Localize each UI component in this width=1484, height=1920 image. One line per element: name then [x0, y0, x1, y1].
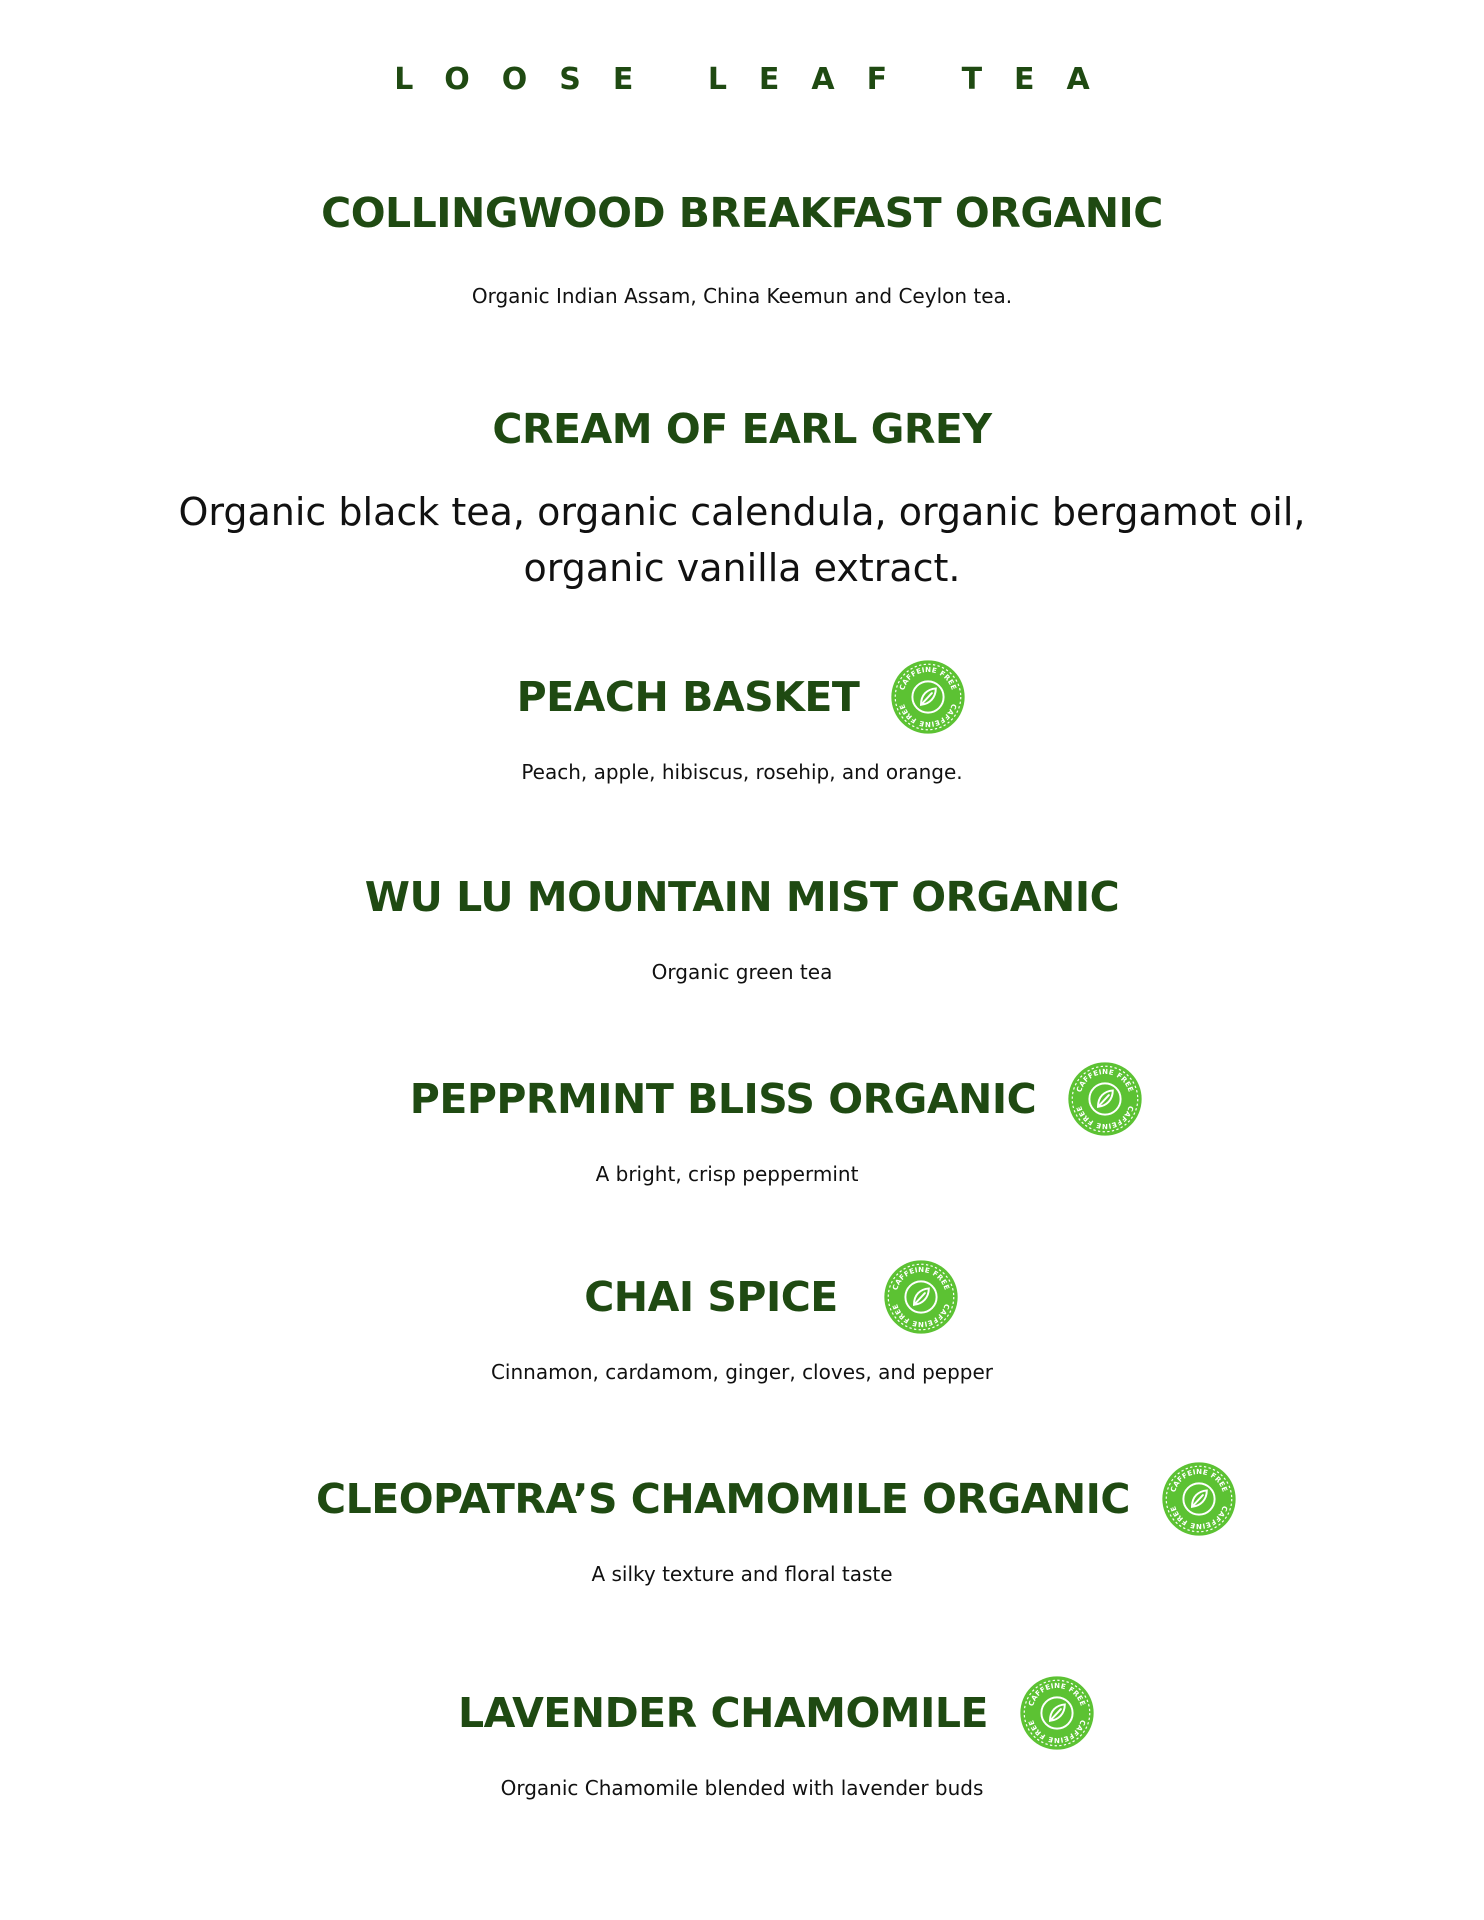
tea-item-cream-of-earl-grey [0, 388, 1484, 596]
tea-name: CLEOPATRA’S CHAMOMILE ORGANIC [315, 1475, 1130, 1523]
page-title: LOOSE LEAF TEA [394, 62, 1122, 97]
tea-description: Organic Indian Assam, China Keemun and Ceylon tea. [471, 284, 1013, 308]
tea-item-pepprmint-bliss [0, 1058, 1484, 1202]
svg-text:CAFFEINE FREE: CAFFEINE FREE [1026, 1681, 1088, 1708]
tea-description: Peach, apple, hibiscus, rosehip, and orange. [521, 760, 963, 784]
tea-name: WU LU MOUNTAIN MIST ORGANIC [364, 873, 1120, 921]
tea-description: Organic Chamomile blended with lavender buds [500, 1776, 984, 1800]
tea-name-row [0, 388, 1484, 470]
caffeine-free-badge-icon [1018, 1674, 1096, 1752]
tea-name: CREAM OF EARL GREY [492, 405, 992, 453]
tea-item-lavender-chamomile [0, 1672, 1484, 1816]
tea-name-row [0, 1458, 1484, 1540]
caffeine-free-badge-icon [1066, 1060, 1144, 1138]
svg-text:CAFFEINE FREE: CAFFEINE FREE [889, 1265, 952, 1292]
tea-description: Cinnamon, cardamom, ginger, cloves, and pepper [490, 1360, 994, 1384]
tea-name-row [0, 172, 1484, 254]
tea-description: Organic green tea [651, 960, 833, 984]
svg-text:CAFFEINE FREE: CAFFEINE FREE [1168, 1504, 1230, 1531]
svg-text:CAFFEINE FREE: CAFFEINE FREE [1074, 1067, 1137, 1094]
svg-text:CAFFEINE FREE: CAFFEINE FREE [1074, 1104, 1137, 1131]
tea-item-wu-lu-mountain-mist [0, 856, 1484, 1000]
svg-text:CAFFEINE FREE: CAFFEINE FREE [889, 1302, 952, 1329]
tea-description: A bright, crisp peppermint [595, 1162, 859, 1186]
svg-text:CAFFEINE FREE: CAFFEINE FREE [897, 665, 960, 692]
tea-description: Organic black tea, organic calendula, organic bergamot oil, organic vanilla extract. [178, 490, 1306, 590]
tea-name: COLLINGWOOD BREAKFAST ORGANIC [321, 189, 1163, 237]
tea-item-cleopatras-chamomile [0, 1458, 1484, 1602]
tea-name-row [0, 656, 1484, 738]
tea-name-row [0, 1058, 1484, 1140]
tea-description: A silky texture and floral taste [591, 1562, 893, 1586]
tea-item-chai-spice [0, 1256, 1484, 1400]
tea-name-row [0, 856, 1484, 938]
tea-name-row [0, 1256, 1484, 1338]
tea-name: PEPPRMINT BLISS ORGANIC [409, 1075, 1037, 1123]
svg-text:CAFFEINE FREE: CAFFEINE FREE [1026, 1718, 1088, 1745]
tea-name: PEACH BASKET [516, 673, 860, 721]
svg-text:CAFFEINE FREE: CAFFEINE FREE [897, 702, 960, 729]
tea-name: LAVENDER CHAMOMILE [458, 1689, 988, 1737]
tea-item-collingwood-breakfast [0, 172, 1484, 324]
caffeine-free-badge-icon [1160, 1460, 1238, 1538]
tea-name: CHAI SPICE [584, 1273, 838, 1321]
caffeine-free-badge-icon [889, 658, 967, 736]
tea-name-row [0, 1672, 1484, 1754]
tea-item-peach-basket [0, 656, 1484, 800]
caffeine-free-badge-icon [882, 1258, 960, 1336]
svg-text:CAFFEINE FREE: CAFFEINE FREE [1168, 1467, 1230, 1494]
